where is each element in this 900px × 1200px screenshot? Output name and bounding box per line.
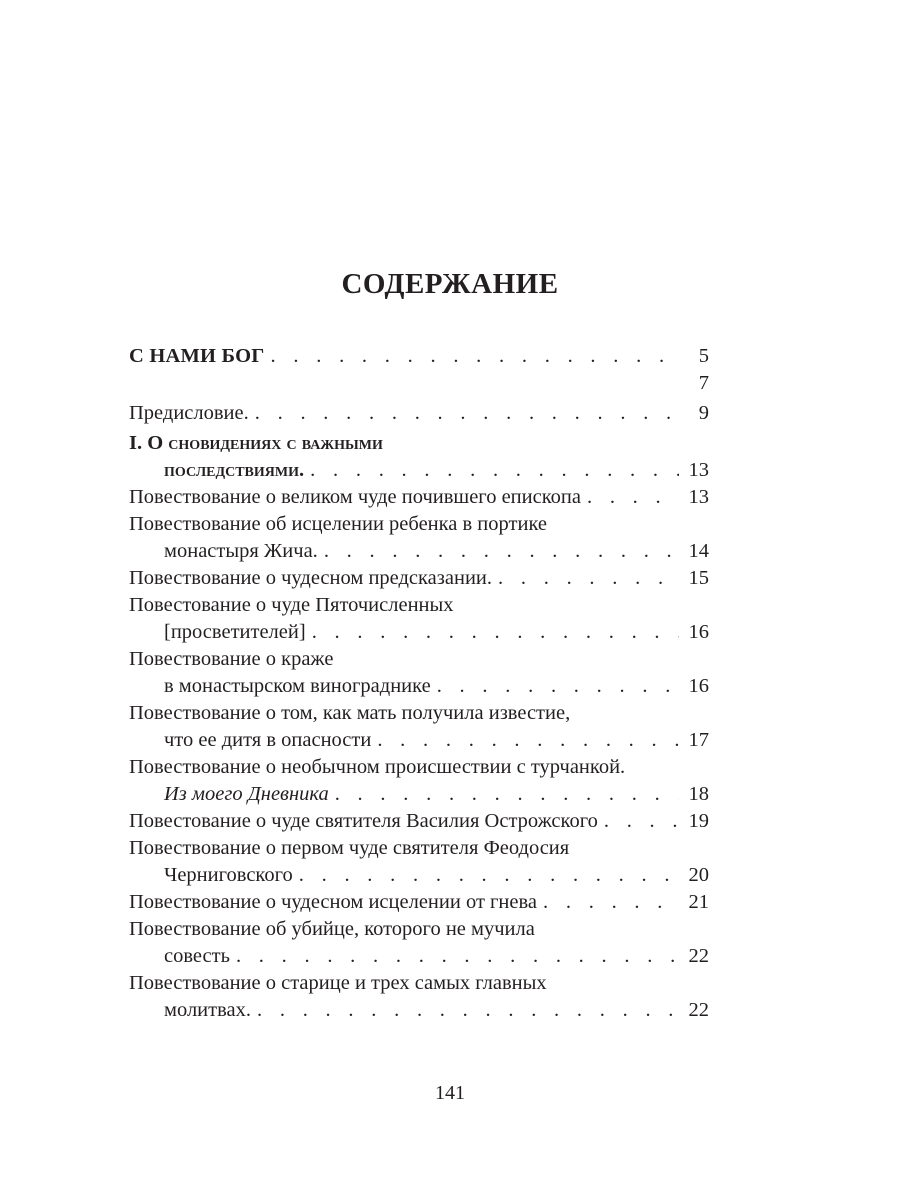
toc-entry-preface — [129, 400, 709, 427]
toc-entry-continued — [129, 673, 709, 700]
page-number: 141 — [435, 1082, 465, 1104]
toc-entry — [129, 916, 709, 943]
toc-entry-page: 19 — [688, 810, 709, 832]
toc-entry-label: совесть — [164, 945, 230, 967]
toc-entry-page: 22 — [688, 999, 709, 1021]
toc-entry-label: монастыря Жича. — [164, 540, 318, 562]
toc-entry — [129, 646, 709, 673]
dot-leader — [299, 862, 679, 889]
toc-entry-page: 9 — [698, 402, 709, 424]
dot-leader — [604, 808, 679, 835]
dot-leader — [437, 673, 679, 700]
toc-entry-label: Повествование об исцелении ребенка в портике — [129, 513, 547, 535]
toc-entry-continued — [129, 997, 709, 1024]
toc-entry-page: 13 — [688, 486, 709, 508]
toc-entry-label: Повествование о первом чуде святителя Феодосия — [129, 837, 570, 859]
toc-entry — [129, 754, 709, 781]
toc-entry — [129, 970, 709, 997]
toc-entry-label: Повествование о краже — [129, 648, 334, 670]
toc-entry-page: 16 — [688, 621, 709, 643]
toc-entry-label: последствиями. — [164, 459, 305, 481]
toc-entry-continued — [129, 538, 709, 565]
toc-entry-page: 7 — [698, 372, 709, 394]
dot-leader — [257, 997, 679, 1024]
toc-entry-label: Повестование о чуде святителя Василия Острожского — [129, 810, 598, 832]
toc-section-heading — [129, 430, 709, 457]
toc-entry-label: молитвах. — [164, 999, 251, 1021]
toc-entry-continued — [129, 619, 709, 646]
toc-entry-label: Повествование о необычном происшествии с турчанкой. — [129, 756, 626, 778]
toc-entry-page: 16 — [688, 675, 709, 697]
toc-entry-label: Черниговского — [164, 864, 293, 886]
toc-entry-s-nami-bog — [129, 343, 709, 370]
toc-entry-label: Повествование об убийце, которого не мучила — [129, 918, 535, 940]
toc-entry-label: С НАМИ БОГ — [129, 345, 265, 367]
dot-leader — [236, 943, 679, 970]
dot-leader — [271, 343, 679, 370]
toc-entry — [129, 889, 709, 916]
toc-entry-page: 18 — [688, 783, 709, 805]
toc-entry-page: 5 — [698, 345, 709, 367]
toc-entry-page: 17 — [688, 729, 709, 751]
toc-entry — [129, 565, 709, 592]
table-of-contents — [129, 343, 709, 1024]
toc-entry-label: в монастырском винограднике — [164, 675, 431, 697]
toc-entry-page: 21 — [688, 891, 709, 913]
toc-entry-unlabeled — [129, 370, 709, 397]
toc-entry-label: Повествование о чудесном предсказании. — [129, 567, 493, 589]
toc-section-heading-continued — [129, 457, 709, 484]
toc-entry-label: Повествование о том, как мать получила известие, — [129, 702, 571, 724]
dot-leader — [312, 619, 679, 646]
dot-leader — [335, 781, 679, 808]
dot-leader — [587, 484, 679, 511]
toc-entry-label: [просветителей] — [164, 621, 306, 643]
dot-leader — [543, 889, 679, 916]
toc-entry-continued — [129, 943, 709, 970]
toc-entry — [129, 700, 709, 727]
toc-entry-page: 13 — [688, 459, 709, 481]
toc-entry-label: что ее дитя в опасности — [164, 729, 372, 751]
toc-entry-page: 15 — [688, 567, 709, 589]
toc-entry-page: 20 — [688, 864, 709, 886]
toc-entry-continued — [129, 727, 709, 754]
toc-entry — [129, 511, 709, 538]
dot-leader — [310, 457, 679, 484]
toc-entry-label: Предисловие. — [129, 402, 249, 424]
dot-leader — [377, 727, 679, 754]
toc-entry-continued — [129, 781, 709, 808]
toc-entry — [129, 835, 709, 862]
toc-entry-label: Повествование о старице и трех самых главных — [129, 972, 547, 994]
toc-entry-label: Повествование о великом чуде почившего епископа — [129, 486, 581, 508]
toc-entry-continued — [129, 862, 709, 889]
dot-leader — [324, 538, 679, 565]
toc-entry-label: Повестование о чуде Пяточисленных — [129, 594, 454, 616]
toc-entry — [129, 592, 709, 619]
page-title: СОДЕРЖАНИЕ — [341, 268, 559, 300]
toc-entry-label: Повествование о чудесном исцелении от гнева — [129, 891, 538, 913]
toc-entry — [129, 484, 709, 511]
toc-section-label: I. О сновидениях с важными — [129, 432, 383, 454]
dot-leader — [255, 400, 679, 427]
toc-entry-page: 22 — [688, 945, 709, 967]
toc-entry-label: Из моего Дневника — [164, 783, 329, 805]
toc-entry — [129, 808, 709, 835]
dot-leader — [498, 565, 679, 592]
toc-entry-page: 14 — [688, 540, 709, 562]
